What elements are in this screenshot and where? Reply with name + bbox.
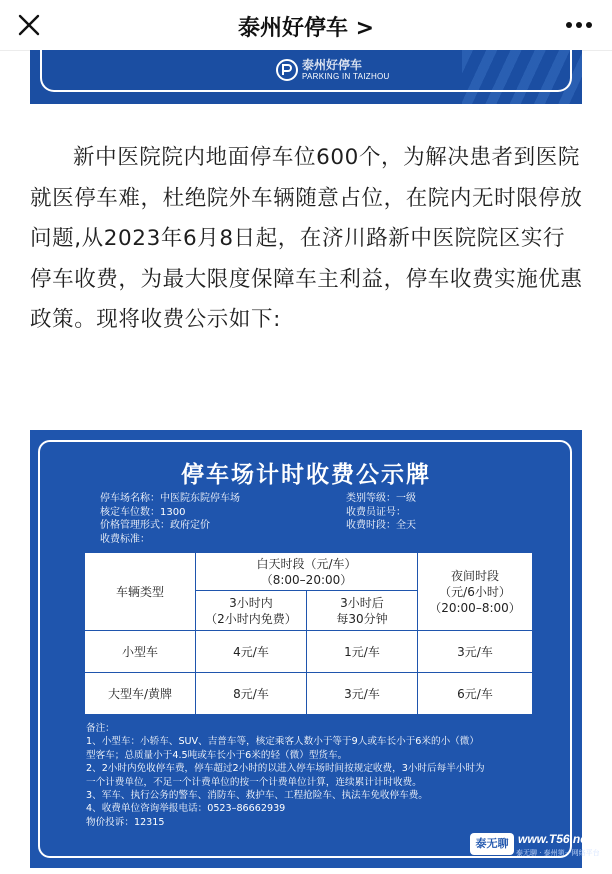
row-day-after-3h: 1元/车: [307, 631, 418, 673]
night-period-header: [418, 553, 533, 631]
day-within-3h-header: [196, 591, 307, 631]
lot-grade: 类别等级：一级: [346, 493, 416, 504]
day-period-header: [196, 553, 418, 591]
remark-line: 2、2小时内免收停车费，停车超过2小时的以进入停车场时间按规定收费，3小时后每半小时为: [86, 763, 485, 775]
parking-logo-icon: [275, 58, 299, 82]
row-vehicle-type: 大型车/黄牌: [85, 673, 196, 715]
lot-name: 停车场名称：中医院东院停车场: [100, 493, 240, 504]
board-title: 停车场计时收费公示牌: [181, 462, 431, 488]
night-header-line1: 夜间时段: [450, 568, 499, 583]
remark-line: 型客车；总质量小于4.5吨或车长小于6米的轻（微）型货车。: [86, 749, 348, 761]
remarks-heading: 备注：: [86, 723, 115, 734]
watermark-url: www.T56.net: [518, 832, 591, 846]
top-nav-bar: [0, 0, 612, 51]
row-day-within-3h: 4元/车: [196, 631, 307, 673]
row-day-after-3h: 3元/车: [307, 673, 418, 715]
remark-line: 4、收费单位咨询举报电话：0523–86662939: [86, 803, 286, 815]
more-dots-icon[interactable]: [564, 14, 594, 36]
banner-brand-text: 泰州好停车: [302, 58, 363, 72]
fee-notice-board-image: [30, 430, 600, 868]
day-header-line1: 白天时段（元/车）: [256, 556, 357, 571]
night-header-line2: （元/6小时）: [439, 584, 511, 599]
day-sub2-line1: 3小时后: [340, 595, 384, 610]
remark-line: 3、军车、执行公务的警车、消防车、救护车、工程抢险车、执法车免收停车费。: [86, 790, 428, 802]
price-management: 价格管理形式：政府定价: [100, 520, 210, 531]
table-row: [85, 673, 533, 715]
day-header-line2: （8:00–20:00）: [260, 572, 353, 587]
fee-standard-label: 收费标准：: [100, 533, 150, 545]
remark-line: 一个计费单位，不足一个计费单位的按一个计费单位计算，连续累计计时收费。: [86, 776, 422, 788]
watermark-logo: 泰无聊: [470, 833, 514, 855]
lot-capacity: 核定车位数：1300: [100, 506, 186, 518]
table-row: [85, 631, 533, 673]
remarks-block: [86, 722, 485, 829]
fee-table: [84, 552, 533, 715]
row-night: 3元/车: [418, 631, 533, 673]
banner-brand-en: PARKING IN TAIZHOU: [302, 72, 390, 81]
charging-period: 收费时段：全天: [346, 520, 416, 531]
lot-info-left: [100, 492, 240, 546]
account-title-link[interactable]: 泰州好停车 >: [237, 16, 375, 41]
row-vehicle-type: 小型车: [85, 631, 196, 673]
remark-line: 物价投诉：12315: [86, 816, 165, 828]
vehicle-type-header: 车辆类型: [85, 553, 196, 631]
remark-line: 1、小型车：小轿车、SUV、吉普车等，核定乘客人数小于等于9人或车长小于6米的小（微）: [86, 736, 479, 748]
row-day-within-3h: 8元/车: [196, 673, 307, 715]
row-night: 6元/车: [418, 673, 533, 715]
day-sub2-line2: 每30分钟: [336, 611, 388, 626]
header-banner-image: [30, 50, 582, 104]
day-after-3h-header: [307, 591, 418, 631]
collector-id: 收费员证号：: [346, 506, 406, 518]
night-header-line3: （20:00–8:00）: [429, 600, 521, 615]
day-sub1-line2: （2小时内免费）: [205, 611, 297, 626]
article-paragraph: 新中医院院内地面停车位600个，为解决患者到医院就医停车难，杜绝院外车辆随意占位，在院内无时限停放问题,从2023年6月8日起，在济川路新中医院院区实行停车收费，为最大限度保障车主利益，停车收费实施优惠政策。现将收费公示如下:: [30, 145, 583, 332]
day-sub1-line1: 3小时内: [229, 595, 273, 610]
lot-info-right: [346, 492, 416, 533]
watermark-subtitle: 泰无聊 · 泰州第一网络平台: [516, 849, 600, 857]
